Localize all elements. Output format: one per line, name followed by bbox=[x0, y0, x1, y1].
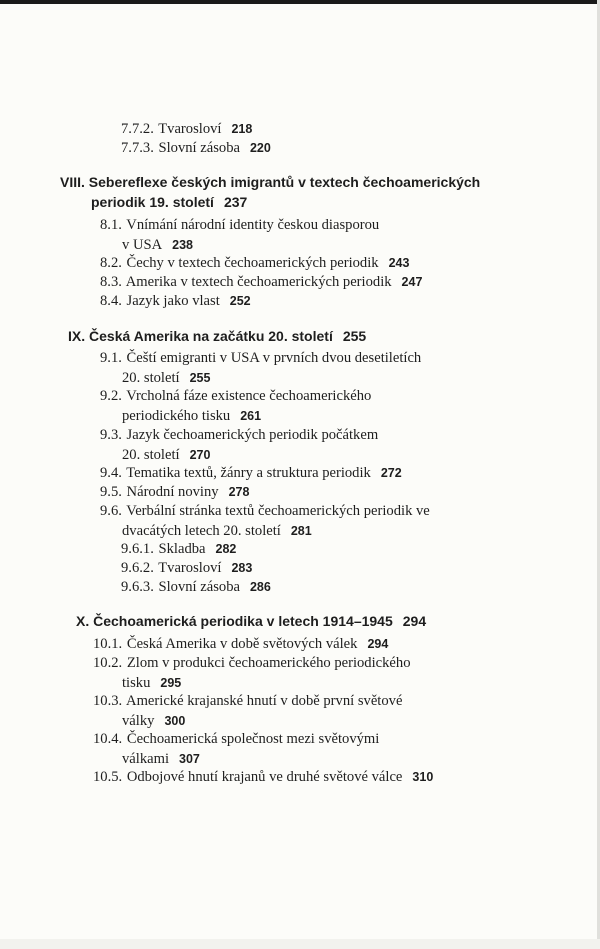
entry-title: Tematika textů, žánry a struktura periodik bbox=[126, 465, 371, 481]
entry-title: Čeští emigranti v USA v prvních dvou desetiletích bbox=[126, 350, 422, 366]
chapter-title: Česká Amerika na začátku 20. století bbox=[89, 328, 333, 344]
entry-title: Čechoamerická společnost mezi světovými bbox=[126, 731, 380, 747]
chapter-heading-x bbox=[76, 611, 426, 631]
toc-entry-8-3 bbox=[100, 273, 422, 293]
entry-number: 8.4. bbox=[100, 293, 122, 309]
entry-number: 8.2. bbox=[100, 255, 122, 271]
chapter-number: IX. bbox=[68, 328, 86, 344]
entry-number: 10.2. bbox=[93, 655, 123, 671]
entry-number: 9.1. bbox=[100, 350, 122, 366]
entry-number: 9.6. bbox=[100, 503, 122, 519]
entry-title: Tvarosloví bbox=[158, 121, 222, 137]
toc-entry-10-4 bbox=[93, 730, 379, 769]
entry-number: 9.6.1. bbox=[121, 541, 154, 557]
entry-title: Vrcholná fáze existence čechoamerického bbox=[126, 388, 372, 404]
toc-entry-8-4 bbox=[100, 292, 251, 312]
page-number: 295 bbox=[160, 675, 182, 690]
entry-title: Jazyk čechoamerických periodik počátkem bbox=[126, 427, 379, 443]
entry-number: 8.3. bbox=[100, 274, 122, 290]
toc-entry-10-2 bbox=[93, 654, 411, 693]
page-number: 252 bbox=[229, 294, 251, 308]
toc-entry-7-7-2 bbox=[121, 120, 252, 140]
page-number: 272 bbox=[380, 466, 402, 480]
entry-title: Národní noviny bbox=[126, 484, 219, 500]
chapter-number: VIII. bbox=[60, 174, 85, 190]
entry-title: Odbojové hnutí krajanů ve druhé světové válce bbox=[126, 769, 403, 785]
toc-entry-9-5 bbox=[100, 483, 249, 503]
entry-title-continued: v USA bbox=[122, 236, 163, 253]
page-number: 310 bbox=[412, 770, 434, 784]
scan-bottom-edge bbox=[0, 939, 600, 949]
page-number: 270 bbox=[189, 447, 211, 462]
scan-top-edge bbox=[0, 0, 600, 4]
entry-title-continued: války bbox=[122, 712, 155, 729]
entry-title: Slovní zásoba bbox=[158, 579, 240, 595]
entry-number: 9.5. bbox=[100, 484, 122, 500]
page-number: 238 bbox=[172, 237, 193, 252]
page-number: 255 bbox=[342, 328, 367, 344]
entry-number: 8.1. bbox=[100, 217, 122, 233]
toc-entry-9-1 bbox=[100, 349, 421, 388]
chapter-title-continued: periodik 19. století bbox=[91, 194, 214, 210]
entry-title: Zlom v produkci čechoamerického periodického bbox=[126, 655, 411, 671]
entry-title: Tvarosloví bbox=[158, 560, 222, 576]
page-number: 307 bbox=[179, 751, 200, 766]
toc-entry-10-3 bbox=[93, 692, 402, 731]
page-number: 283 bbox=[231, 561, 253, 575]
entry-number: 7.7.2. bbox=[121, 121, 154, 137]
page-number: 237 bbox=[223, 194, 248, 210]
toc-entry-10-5 bbox=[93, 768, 433, 788]
chapter-title: Sebereflexe českých imigrantů v textech čechoamerických bbox=[88, 174, 481, 190]
toc-entry-7-7-3 bbox=[121, 139, 271, 159]
page-number: 220 bbox=[249, 141, 271, 155]
entry-number: 10.4. bbox=[93, 731, 123, 747]
chapter-number: X. bbox=[76, 613, 90, 629]
entry-title-continued: dvacátých letech 20. století bbox=[122, 522, 281, 539]
entry-number: 10.5. bbox=[93, 769, 123, 785]
entry-title: Verbální stránka textů čechoamerických periodik ve bbox=[126, 503, 430, 519]
entry-title-continued: 20. století bbox=[122, 369, 180, 386]
entry-title: Amerika v textech čechoamerických periodik bbox=[125, 274, 392, 290]
toc-entry-9-6-2 bbox=[121, 559, 252, 579]
page-number: 218 bbox=[231, 122, 253, 136]
entry-title: Americké krajanské hnutí v době první světové bbox=[126, 693, 403, 709]
page-number: 261 bbox=[240, 408, 262, 423]
entry-title-continued: periodického tisku bbox=[122, 407, 231, 424]
entry-number: 10.1. bbox=[93, 636, 123, 652]
toc-entry-9-6 bbox=[100, 502, 430, 541]
page-number: 255 bbox=[189, 370, 211, 385]
toc-entry-9-6-3 bbox=[121, 578, 271, 598]
entry-number: 9.2. bbox=[100, 388, 122, 404]
toc-entry-8-1 bbox=[100, 216, 379, 255]
entry-title-continued: tisku bbox=[122, 674, 151, 691]
page-number: 294 bbox=[402, 613, 427, 629]
toc-entry-8-2 bbox=[100, 254, 409, 274]
entry-number: 7.7.3. bbox=[121, 140, 154, 156]
chapter-heading-ix bbox=[68, 326, 366, 346]
toc-entry-9-2 bbox=[100, 387, 371, 426]
toc-entry-9-4 bbox=[100, 464, 402, 484]
chapter-heading-viii bbox=[60, 172, 480, 212]
chapter-title: Čechoamerická periodika v letech 1914–1945 bbox=[93, 613, 393, 629]
entry-title-continued: 20. století bbox=[122, 446, 180, 463]
entry-number: 9.3. bbox=[100, 427, 122, 443]
entry-title: Skladba bbox=[158, 541, 206, 557]
page-number: 281 bbox=[290, 523, 312, 538]
entry-number: 9.6.3. bbox=[121, 579, 154, 595]
page-number: 247 bbox=[401, 275, 423, 289]
entry-number: 9.6.2. bbox=[121, 560, 154, 576]
entry-title: Čechy v textech čechoamerických periodik bbox=[126, 255, 379, 271]
toc-entry-9-6-1 bbox=[121, 540, 236, 560]
entry-title: Česká Amerika v době světových válek bbox=[126, 636, 358, 652]
toc-entry-10-1 bbox=[93, 635, 388, 655]
entry-title-continued: válkami bbox=[122, 750, 170, 767]
entry-title: Vnímání národní identity českou diasporou bbox=[126, 217, 380, 233]
toc-entry-9-3 bbox=[100, 426, 378, 465]
page-number: 286 bbox=[249, 580, 271, 594]
entry-number: 9.4. bbox=[100, 465, 122, 481]
page-number: 278 bbox=[228, 485, 250, 499]
page-number: 294 bbox=[367, 637, 389, 651]
page-number: 282 bbox=[215, 542, 237, 556]
page-number: 300 bbox=[164, 713, 186, 728]
entry-title: Jazyk jako vlast bbox=[126, 293, 220, 309]
page-number: 243 bbox=[388, 256, 410, 270]
entry-number: 10.3. bbox=[93, 693, 123, 709]
entry-title: Slovní zásoba bbox=[158, 140, 240, 156]
